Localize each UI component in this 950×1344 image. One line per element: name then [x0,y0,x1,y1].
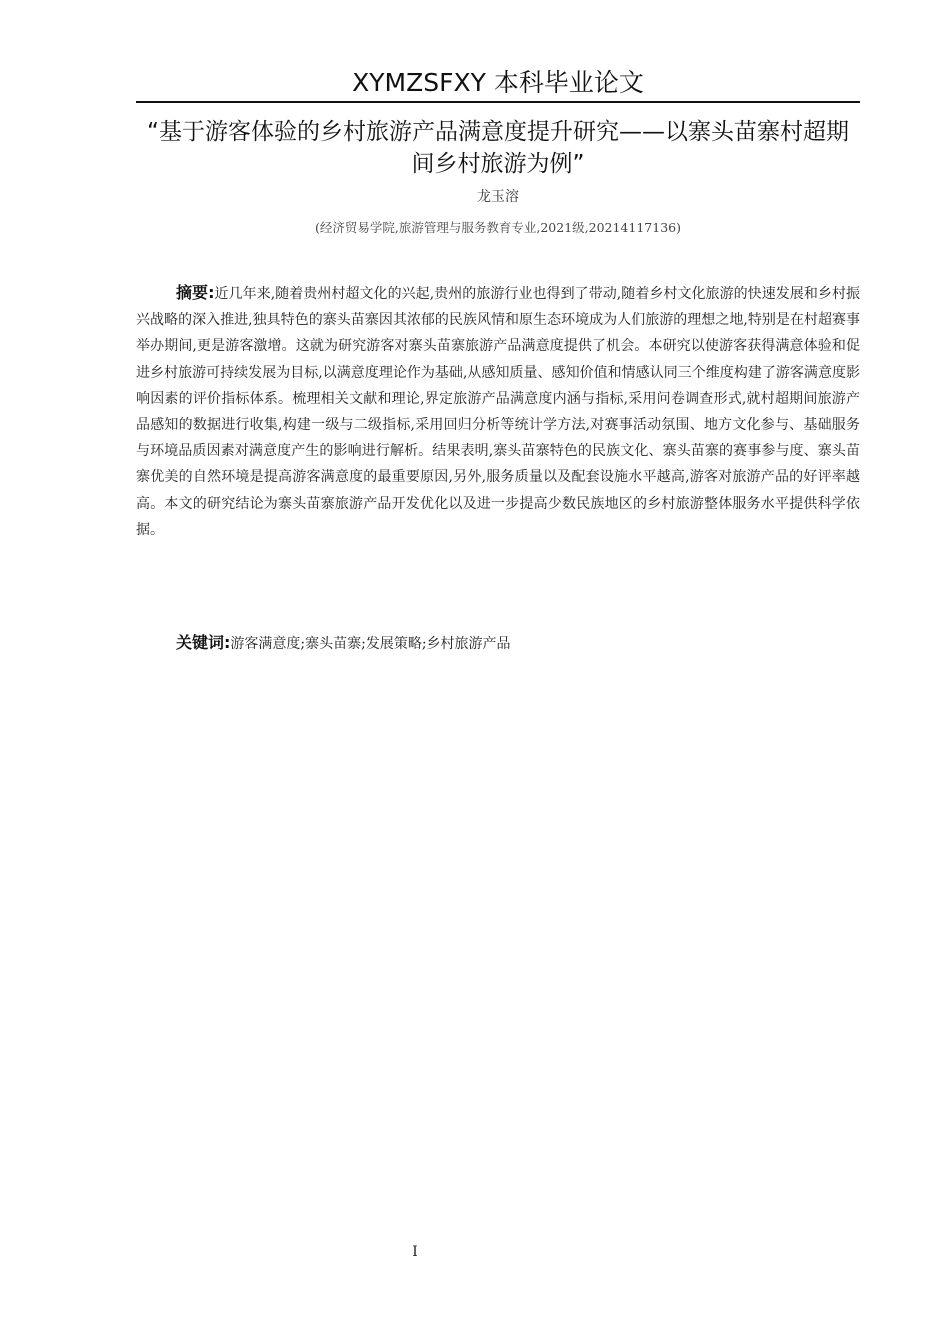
keywords-paragraph [136,630,860,657]
abstract-text: 近几年来,随着贵州村超文化的兴起,贵州的旅游行业也得到了带动,随着乡村文化旅游的快速发展和乡村振兴战略的深入推进,独具特色的寨头苗寨因其浓郁的民族风情和原生态环境成为人们旅游的理想之地,特别是在村超赛事举办期间,更是游客激增。这就为研究游客对寨头苗寨旅游产品满意度提供了机会。本研究以使游客获得满意体验和促进乡村旅游可持续发展为目标,以满意度理论作为基础,从感知质量、感知价值和情感认同三个维度构建了游客满意度影响因素的评价指标体系。梳理相关文献和理论,界定旅游产品满意度内涵与指标,采用问卷调查形式,就村超期间旅游产品感知的数据进行收集,构建一级与二级指标,采用回归分析等统计学方法,对赛事活动氛围、地方文化参与、基础服务与环境品质因素对满意度产生的影响进行解析。结果表明,寨头苗寨特色的民族文化、寨头苗寨的赛事参与度、寨头苗寨优美的自然环境是提高游客满意度的最重要原因,另外,服务质量以及配套设施水平越高,游客对旅游产品的好评率越高。本文的研究结论为寨头苗寨旅游产品开发优化以及进一步提高少数民族地区的乡村旅游整体服务水平提供科学依据。 [136,286,860,538]
keywords-label: 关键词: [176,633,231,652]
author-name: 龙玉溶 [477,189,519,205]
page-number: I [412,1244,418,1260]
running-header: XYMZSFXY 本科毕业论文 [352,68,644,97]
author-affiliation: (经济贸易学院,旅游管理与服务教育专业,2021级,20214117136) [315,220,681,235]
header-rule [136,101,860,103]
keywords-text: 游客满意度;寨头苗寨;发展策略;乡村旅游产品 [230,636,511,652]
paper-title: “基于游客体验的乡村旅游产品满意度提升研究——以寨头苗寨村超期间乡村旅游为例” [147,119,849,177]
abstract-label: 摘要: [176,283,215,302]
abstract-paragraph [136,280,860,543]
